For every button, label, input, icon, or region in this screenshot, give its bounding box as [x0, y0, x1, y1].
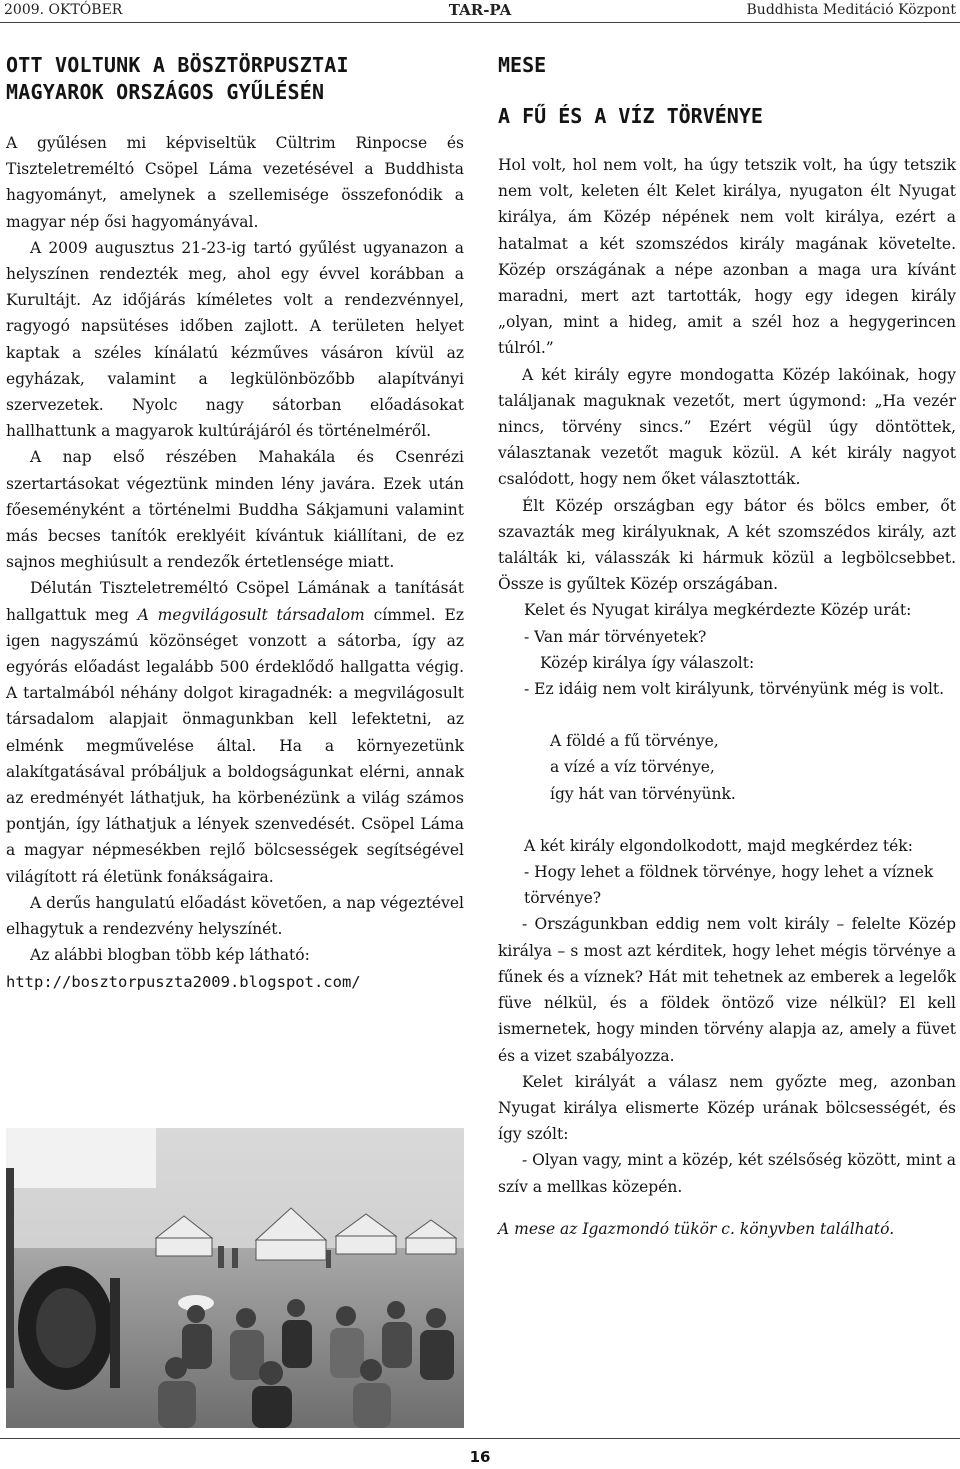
left-article: [6, 52, 464, 995]
dialogue-line: - Van már törvényetek?: [524, 627, 707, 646]
publication-title: TAR-PA: [448, 1, 512, 19]
text-span: címmel. Ez igen nagyszámú közönséget vonzott a sátorba, így az egyórás előadást legalább 500 érdeklődő hallgatta végig. A tartalmából néhány dolgot kiragadnék: a megvilágosult társadalom alapjait önmagunkban kell lefektetni, az elménk megművelése által. Ha a környezetünk alakítgatásával próbáljuk a boldogságunkat elérni, annak az eredményét láthatjuk, ha körbenézünk a világ számos pontján, így láthatjuk a lények szenvedését. Csöpel Láma a magyar népmesékben rejlő bölcsességek segítségével világított rá életünk fonákságaira.: [6, 605, 464, 886]
page-header: [0, 0, 960, 22]
paragraph: Hol volt, hol nem volt, ha úgy tetszik volt, ha úgy tetszik nem volt, keleten élt Kelet királya, nyugaton élt Nyugat királya, ám Közép népének nem volt királya, ezért a hatalmat a két szomszédos király magának követelte. Közép országának a népe azonban a maga ura kívánt maradni, mert azt tartották, hogy egy idegen király „olyan, mint a hideg, amit a szél hoz a hegygerincen túlról.”: [498, 156, 956, 358]
event-photo: [6, 1128, 464, 1428]
paragraph: [6, 575, 464, 889]
page-number: 16: [469, 1448, 491, 1466]
issue-date: 2009. OKTÓBER: [4, 2, 123, 18]
left-article-title: [6, 52, 464, 106]
title-line-1: OTT VOLTUNK A BÖSZTÖRPUSZTAI: [6, 53, 349, 77]
right-article-body-continued: [498, 911, 956, 1199]
dialogue-line: - Ez idáig nem volt királyunk, törvényünk még is volt.: [524, 680, 945, 699]
section-label: MESE: [498, 53, 547, 77]
verse-line: a vízé a víz törvénye,: [550, 758, 715, 777]
verse-line: így hát van törvényünk.: [550, 784, 736, 803]
left-article-body: [6, 130, 464, 995]
paragraph: - Országunkban eddig nem volt király – felelte Közép királya – s most azt kérditek, hogy lehet mégis törvénye a fűnek és a víznek? Hát mit tehetnek az emberek a legelők füve nélkül, és a földek öntöző vize nélkül? El kell ismernetek, hogy minden törvény alapja az, amely a füvet és a vizet szabályozza.: [498, 915, 956, 1065]
dialogue-line: A két király elgondolkodott, majd megkérdez ték:: [524, 836, 913, 855]
dialogue-block: [524, 833, 956, 912]
paragraph: A gyűlésen mi képviseltük Cültrim Rinpocse és Tiszteletreméltó Csöpel Láma vezetésével a Buddhista hagyományt, amelynek a szellemisége összefonódik a magyar nép ősi hagyományával.: [6, 134, 464, 231]
verse-block: [550, 728, 956, 807]
paragraph: A 2009 augusztus 21-23-ig tartó gyűlést ugyanazon a helyszínen rendezték meg, ahol egy évvel korábban a Kurultájt. Az időjárás kíméletes volt a rendezvénnyel, ragyogó napsütéses időben zajlott. A területen helyet kaptak a széles kínálatú kézműves vásáron kívül az egyházak, valamint a legkülönbözőbb alapítványi szervezetek. Nyolc nagy sátorban előadásokat hallhattunk a magyarok kultúrájáról és történelméről.: [6, 238, 464, 441]
paragraph: Élt Közép országban egy bátor és bölcs ember, őt szavazták meg királyuknak, A két szomszédos király, azt találták ki, válasszák ki hármuk közül a legbölcsebbet. Össze is gyűltek Közép országában.: [498, 496, 956, 594]
paragraph: Kelet királyát a válasz nem győzte meg, azonban Nyugat királya elismerte Közép urának bölcsességét, és így szólt:: [498, 1072, 956, 1144]
right-article-body: [498, 152, 956, 597]
paragraph: - Olyan vagy, mint a közép, két szélsőség között, mint a szív a mellkas közepén.: [498, 1151, 956, 1196]
paragraph: Az alábbi blogban több kép látható:: [30, 946, 310, 965]
right-article-title: A FŰ ÉS A VÍZ TÖRVÉNYE: [498, 104, 763, 128]
dialogue-line: Közép királya így válaszolt:: [540, 653, 755, 672]
dialogue-line: - Hogy lehet a földnek törvénye, hogy lehet a víznek törvénye?: [524, 863, 934, 908]
lecture-title: A megvilágosult társadalom: [137, 605, 365, 624]
dialogue-block: [524, 597, 956, 702]
blog-link[interactable]: http://bosztorpuszta2009.blogspot.com/: [6, 972, 361, 991]
footer-rule: [0, 1438, 960, 1439]
right-article: [498, 52, 956, 1238]
paragraph: A nap első részében Mahakála és Csenrézi szertartásokat végeztünk minden lény javára. Ezek után főeseményként a történelmi Buddha Sákjamuni valamint más becses tanítók ereklyéit kívántuk kiállítani, de ez sajnos meghiúsult a rendezők értetlensége miatt.: [6, 448, 464, 572]
title-line-2: MAGYAROK ORSZÁGOS GYŰLÉSÉN: [6, 80, 325, 104]
dialogue-line: Kelet és Nyugat királya megkérdezte Közép urát:: [524, 601, 912, 620]
source-note: A mese az Igazmondó tükör c. könyvben található.: [498, 1219, 895, 1238]
text-span: Délután Tiszteletreméltó Csöpel Lámának a tanítását hallgattuk meg: [6, 579, 464, 624]
organization-name: Buddhista Meditáció Központ: [746, 2, 956, 18]
photo-illustration: [6, 1128, 464, 1428]
header-rule: [0, 22, 960, 23]
verse-line: A földé a fű törvénye,: [550, 732, 719, 751]
paragraph: A derűs hangulatú előadást követően, a nap végeztével elhagytuk a rendezvény helyszínét.: [6, 893, 464, 939]
paragraph: A két király egyre mondogatta Közép lakóinak, hogy találjanak maguknak vezetőt, mert úgymond: „Ha vezér nincs, törvény sincs.” Ezért végül úgy döntöttek, választanak vezetőt maguk közül. A két király nagyot csalódott, hogy nem őket választották.: [498, 365, 956, 489]
